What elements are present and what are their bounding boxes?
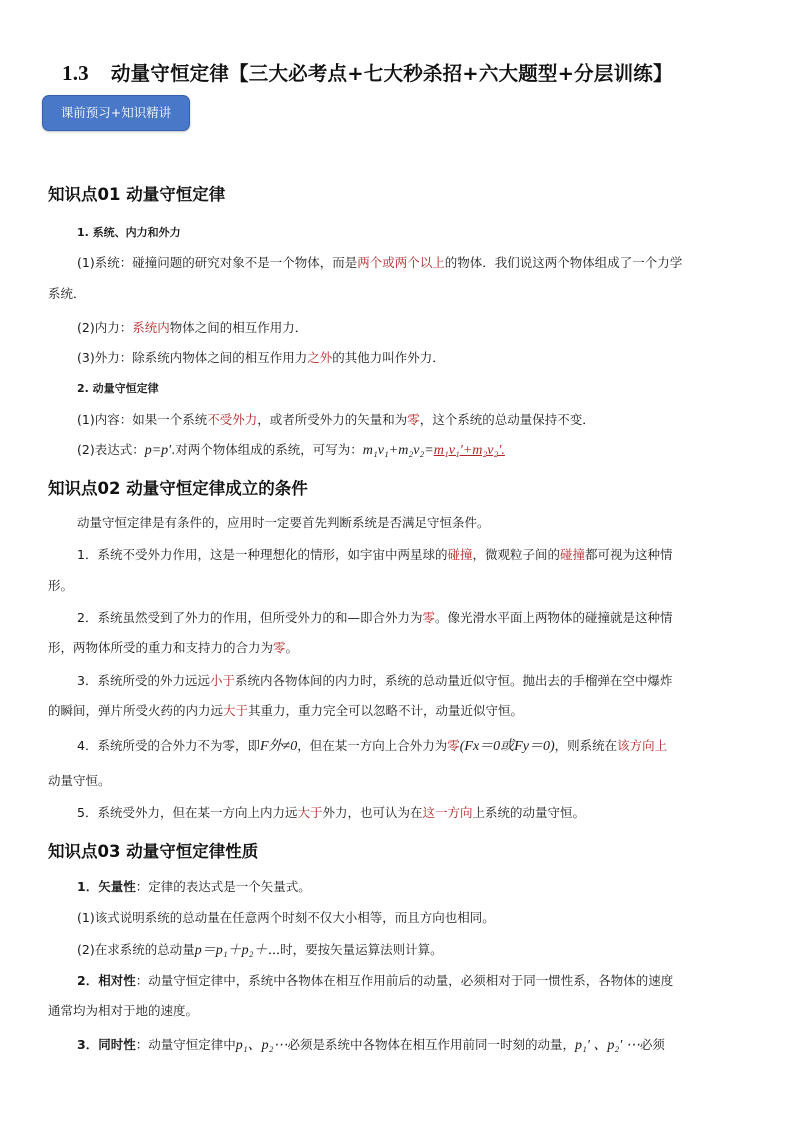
para-law-content: (1)内容：如果一个系统不受外力，或者所受外力的矢量和为零，这个系统的总动量保持不变． [77, 412, 595, 427]
para-conditions-intro: 动量守恒定律是有条件的，应用时一定要首先判断系统是否满足守恒条件。 [77, 515, 490, 530]
property-relativity-line2: 通常均为相对于地的速度。 [48, 1003, 199, 1018]
condition-1-line2: 形。 [48, 578, 74, 593]
highlight-text: 不受外力 [207, 412, 258, 427]
condition-2-line2: 形，两物体所受的重力和支持力的合力为零。 [48, 640, 299, 655]
formula-net-force: F外≠0 [259, 739, 298, 754]
preview-tag-button[interactable]: 课前预习+知识精讲 [42, 95, 190, 131]
highlight-text: 零 [407, 412, 420, 427]
title-text: 动量守恒定律【三大必考点+七大秒杀招+六大题型+分层训练】 [110, 62, 673, 85]
property-vector: 1．矢量性：定律的表达式是一个矢量式。 [77, 879, 311, 894]
para-system-line2: 系统． [48, 286, 86, 301]
formula-momentum: p=p′ [144, 443, 172, 458]
formula-total-momentum: p＝p₁＋p₂＋⋯ [194, 943, 281, 958]
condition-4-line1: 4．系统所受的合外力不为零，即F外≠0，但在某一方向上合外力为零(Fx＝0或Fy＝0)，则系统在该方向上 [77, 738, 668, 754]
heading-kp1: 知识点01 动量守恒定律 [48, 185, 226, 204]
property-simultaneity: 3．同时性：动量守恒定律中p₁、p₂⋯必须是系统中各物体在相互作用前同一时刻的动量，p₁′ 、p₂′ ⋯必须 [77, 1037, 665, 1053]
property-vector-1: (1)该式说明系统的总动量在任意两个时刻不仅大小相等，而且方向也相同。 [77, 910, 495, 925]
condition-5: 5．系统受外力，但在某一方向上内力远大于外力，也可认为在这一方向上系统的动量守恒。 [77, 805, 586, 820]
para-external-force: (3)外力：除系统内物体之间的相互作用力之外的其他力叫作外力． [77, 350, 445, 365]
highlight-text: 系统内 [132, 320, 170, 335]
highlight-text: 之外 [307, 350, 333, 365]
condition-3-line1: 3．系统所受的外力远远小于系统内各物体间的内力时，系统的总动量近似守恒。抛出去的手榴弹在空中爆炸 [77, 673, 673, 688]
section-number: 1.3 [62, 61, 89, 85]
subheading-system: 1. 系统、内力和外力 [77, 226, 181, 239]
formula-rhs: m₁v₁′+m₂v₂′. [433, 443, 505, 458]
property-relativity-line1: 2．相对性：动量守恒定律中，系统中各物体在相互作用前后的动量，必须相对于同一惯性系，各物体的速度 [77, 973, 674, 988]
para-law-expression: (2)表达式：p=p′.对两个物体组成的系统，可写为：m₁v₁+m₂v₂=m₁v₁′+m₂v₂′. [77, 442, 505, 458]
condition-2-line1: 2．系统虽然受到了外力的作用，但所受外力的和—即合外力为零。像光滑水平面上两物体的碰撞就是这种情 [77, 610, 673, 625]
heading-kp2: 知识点02 动量守恒定律成立的条件 [48, 479, 308, 498]
formula-lhs: m₁v₁+m₂v₂= [362, 443, 434, 458]
condition-4-line2: 动量守恒。 [48, 773, 111, 788]
para-internal-force: (2)内力：系统内物体之间的相互作用力． [77, 320, 308, 335]
heading-kp3: 知识点03 动量守恒定律性质 [48, 842, 259, 861]
highlight-text: 两个或两个以上 [357, 255, 445, 270]
para-system-line1: (1)系统：碰撞问题的研究对象不是一个物体，而是两个或两个以上的物体．我们说这两个物体组成了一个力学 [77, 255, 683, 270]
condition-1-line1: 1．系统不受外力作用，这是一种理想化的情形，如宇宙中两星球的碰撞，微观粒子间的碰撞都可视为这种情 [77, 547, 673, 562]
subheading-law: 2. 动量守恒定律 [77, 382, 159, 395]
formula-components: (Fx＝0或Fy＝0) [459, 739, 555, 754]
condition-3-line2: 的瞬间，弹片所受火药的内力远大于其重力，重力完全可以忽略不计，动量近似守恒。 [48, 703, 524, 718]
property-vector-2: (2)在求系统的总动量p＝p₁＋p₂＋⋯时，要按矢量运算法则计算。 [77, 942, 443, 958]
page-title [62, 58, 673, 86]
